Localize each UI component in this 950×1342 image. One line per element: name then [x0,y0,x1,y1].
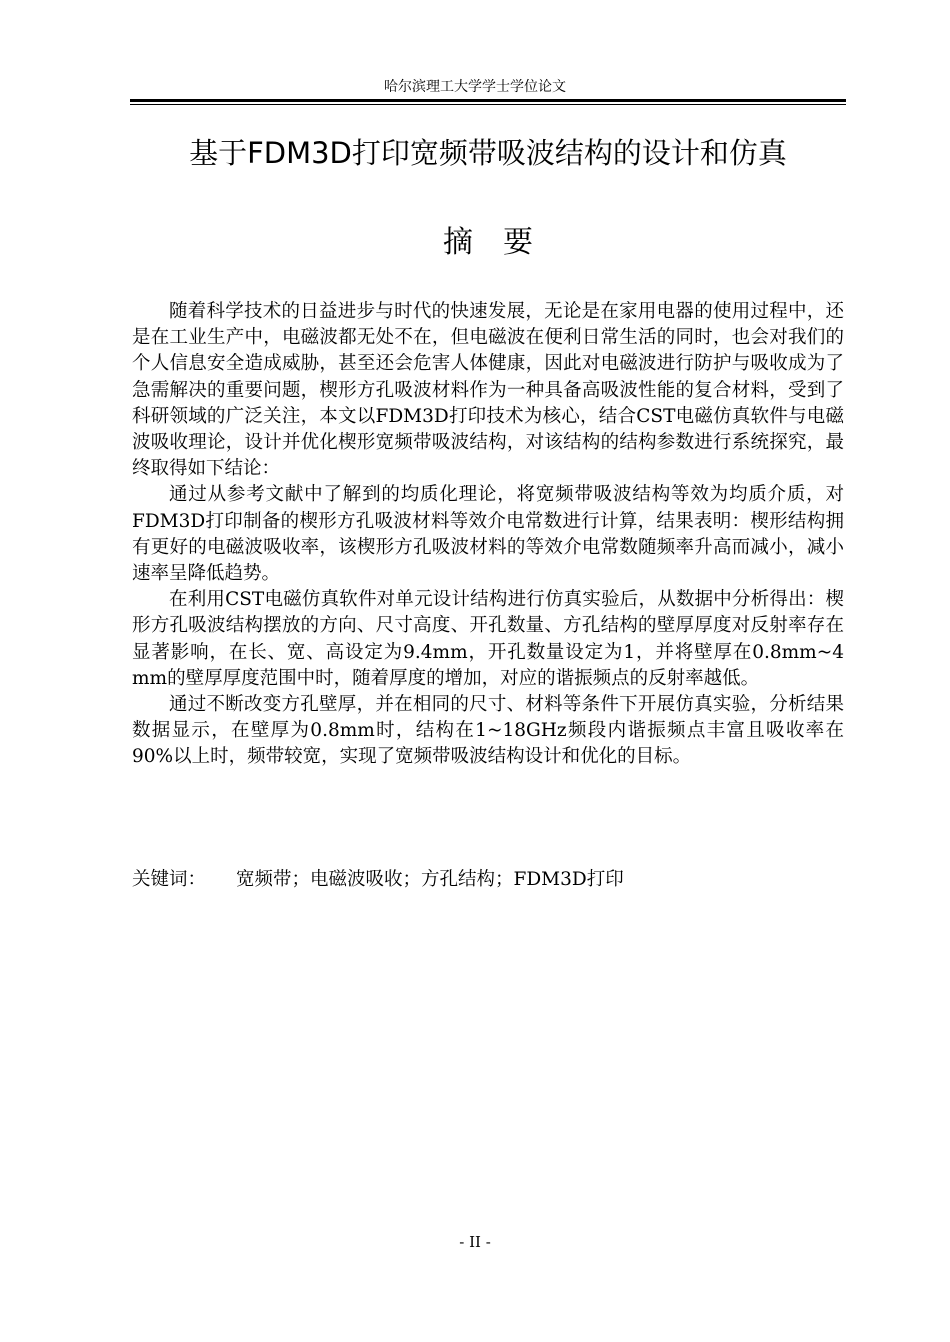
keywords-label: 关键词： [132,869,207,890]
document-title: 基于FDM3D打印宽频带吸波结构的设计和仿真 [189,136,787,170]
abstract-paragraph-2: 通过从参考文献中了解到的均质化理论，将宽频带吸波结构等效为均质介质，对FDM3D打印制备的楔形方孔吸波材料等效介电常数进行计算，结果表明：楔形结构拥有更好的电磁波吸收率，该楔形方孔吸波材料的等效介电常数随频率升高而减小，减小速率呈降低趋势。 [132,484,844,585]
running-header: 哈尔滨理工大学学士学位论文 [384,79,566,95]
page-number: - II - [459,1233,491,1251]
header-rule-thin [130,104,846,105]
abstract-paragraph-4: 通过不断改变方孔壁厚，并在相同的尺寸、材料等条件下开展仿真实验，分析结果数据显示，在壁厚为0.8mm时，结构在1~18GHz频段内谐振频点丰富且吸收率在90%以上时，频带较宽，实现了宽频带吸波结构设计和优化的目标。 [132,694,844,768]
header-rule-thick [130,99,846,102]
keywords-line [132,867,844,893]
abstract-heading: 摘要 [443,225,563,260]
abstract-paragraph-1: 随着科学技术的日益进步与时代的快速发展，无论是在家用电器的使用过程中，还是在工业生产中，电磁波都无处不在，但电磁波在便利日常生活的同时，也会对我们的个人信息安全造成威胁，甚至还会危害人体健康，因此对电磁波进行防护与吸收成为了急需解决的重要问题，楔形方孔吸波材料作为一种具备高吸波性能的复合材料，受到了科研领域的广泛关注，本文以FDM3D打印技术为核心，结合CST电磁仿真软件与电磁波吸收理论，设计并优化楔形宽频带吸波结构，对该结构的结构参数进行系统探究，最终取得如下结论： [132,301,844,480]
abstract-paragraph-3: 在利用CST电磁仿真软件对单元设计结构进行仿真实验后，从数据中分析得出：楔形方孔吸波结构摆放的方向、尺寸高度、开孔数量、方孔结构的壁厚厚度对反射率存在显著影响，在长、宽、高设定为9.4mm，开孔数量设定为1，并将壁厚在0.8mm~4 mm的壁厚厚度范围中时，随着厚度的增加，对应的谐振频点的反射率越低。 [132,589,844,689]
keywords-text: 宽频带；电磁波吸收；方孔结构；FDM3D打印 [236,869,624,890]
abstract-body [132,299,844,771]
